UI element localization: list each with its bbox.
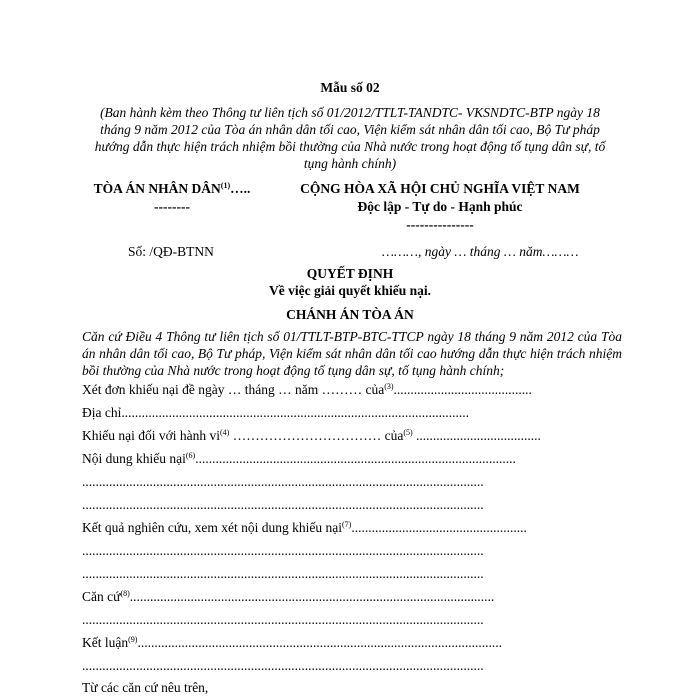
address-line: [82, 405, 469, 421]
court-footnote-marker: (1): [220, 181, 231, 190]
decision-number: Số: /QĐ-BTNN: [128, 244, 214, 259]
motto-underline: ---------------: [406, 217, 474, 232]
complaint-act-footnote: (4): [220, 428, 230, 437]
issuer-title: CHÁNH ÁN TÒA ÁN: [286, 307, 414, 322]
court-underline: --------: [154, 199, 190, 214]
address-label: Địa chỉ: [82, 405, 122, 420]
complaint-content-line: [82, 451, 516, 467]
complaint-act-middle: …………………………… của: [229, 428, 404, 443]
republic-name: CỘNG HÒA XÃ HỘI CHỦ NGHĨA VIỆT NAM: [300, 181, 580, 196]
complaint-act-line: [82, 428, 541, 444]
dot-line: .......................................................................................................................: [82, 543, 484, 558]
basis-footnote: (8): [120, 589, 130, 598]
complaint-review-label: Xét đơn khiếu nại đề ngày … tháng … năm ……… của: [82, 382, 385, 397]
decision-title: QUYẾT ĐỊNH: [306, 266, 394, 281]
complaint-review-line: [82, 382, 532, 398]
court-header: [82, 180, 262, 216]
basis-line: [82, 589, 494, 605]
dot-line: .......................................................................................................................: [82, 497, 484, 512]
dot-line: .......................................................................................................................: [82, 658, 484, 673]
research-result-dots: ....................................................: [351, 520, 527, 535]
complaint-review-footnote: (3): [384, 382, 394, 391]
conclusion-footnote: (9): [128, 635, 138, 644]
legal-basis: Căn cứ Điều 4 Thông tư liên tịch số 01/TTLT-BTP-BTC-TTCP ngày 18 tháng 9 năm 2012 của Tòa án nhân dân tối cao, Bộ Tư pháp, Viện kiểm sát nhân dân tối cao hướng dẫn thực hiện trách nhiệm bồi thường của Nhà nước trong hoạt động tố tụng dân sự, tố tụng hành chính;: [82, 329, 622, 378]
conclusion-dots: ............................................................................................................: [137, 635, 502, 650]
conclusion-label: Kết luận: [82, 635, 129, 650]
research-result-label: Kết quả nghiên cứu, xem xét nội dung khiếu nại: [82, 520, 343, 535]
basis-dots: ............................................................................................................: [129, 589, 495, 604]
basis-label: Căn cứ: [82, 589, 121, 604]
closing-line: Từ các căn cứ nêu trên,: [82, 680, 209, 695]
court-name: TÒA ÁN NHÂN DÂN: [93, 181, 221, 196]
complaint-content-dots: ...............................................................................................: [195, 451, 516, 466]
dot-line: .......................................................................................................................: [82, 566, 484, 581]
decision-subject: Về việc giải quyết khiếu nại.: [268, 283, 431, 298]
complaint-content-footnote: (6): [185, 451, 196, 460]
research-result-footnote: (7): [342, 520, 352, 529]
complaint-act-label: Khiếu nại đối với hành vi: [82, 428, 220, 443]
complaint-act-dots: .....................................: [412, 428, 541, 443]
dot-line: .......................................................................................................................: [82, 612, 484, 627]
research-result-line: [82, 520, 527, 536]
place-date: ………, ngày … tháng … năm………: [382, 244, 579, 259]
form-number: Mẫu số 02: [320, 80, 380, 95]
national-header: [270, 180, 610, 234]
conclusion-line: [82, 635, 502, 651]
complaint-review-dots: .........................................: [393, 382, 532, 397]
court-name-suffix: …..: [230, 181, 251, 196]
complaint-content-label: Nội dung khiếu nại: [82, 451, 186, 466]
address-dots: .......................................................................................................: [121, 405, 469, 420]
issuance-note: (Ban hành kèm theo Thông tư liên tịch số 01/2012/TTLT-TANDTC- VKSNDTC-BTP ngày 18 tháng 9 năm 2012 của Tòa án nhân dân tối cao, Viện kiểm sát nhân dân tối cao, Bộ Tư pháp hướng dẫn thực hiện trách nhiệm bồi thường của Nhà nước trong hoạt động tố tụng dân sự, tố tụng hành chính): [94, 105, 606, 171]
national-motto: Độc lập - Tự do - Hạnh phúc: [357, 199, 523, 214]
court-name-line: [82, 180, 262, 198]
complaint-act-footnote-2: (5): [403, 428, 413, 437]
dot-line: .......................................................................................................................: [82, 474, 484, 489]
